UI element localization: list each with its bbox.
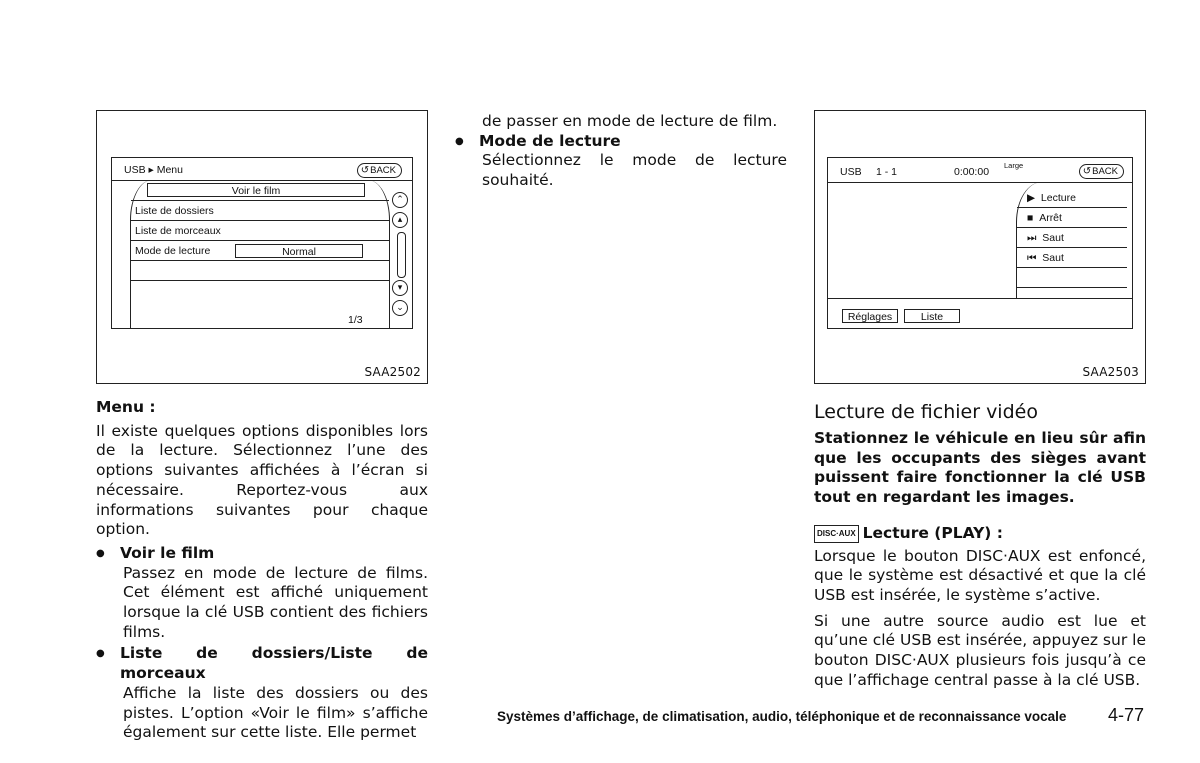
usb-menu-screen xyxy=(111,157,413,329)
play-heading: DISC·AUX Lecture (PLAY) : xyxy=(814,524,1146,544)
source-label: USB xyxy=(840,166,862,178)
page-up-icon[interactable]: ⌃ xyxy=(392,192,408,208)
figure-code: SAA2502 xyxy=(364,365,421,379)
menu-row-liste-morceaux[interactable]: Liste de morceaux xyxy=(131,221,389,241)
usb-playback-screen xyxy=(827,157,1133,329)
play-icon: ▶ xyxy=(1027,192,1036,204)
scroll-down-icon[interactable]: ▾ xyxy=(392,280,408,296)
scrollbar[interactable] xyxy=(397,232,406,278)
skip-forward-icon: ⏭ xyxy=(1027,232,1037,244)
menu-row-empty-1 xyxy=(131,261,389,281)
disc-aux-button-icon: DISC·AUX xyxy=(814,525,859,543)
section-heading: Lecture de fichier vidéo xyxy=(814,401,1038,423)
menu-row-empty-2 xyxy=(131,281,389,301)
liste-button[interactable]: Liste xyxy=(904,309,960,323)
menu-heading: Menu : xyxy=(96,398,156,416)
back-button[interactable]: ↺BACK xyxy=(357,163,402,178)
figure-code: SAA2503 xyxy=(1082,365,1139,379)
back-button[interactable]: ↺BACK xyxy=(1079,164,1124,179)
menu-row-voir-le-film[interactable] xyxy=(131,181,389,201)
stop-icon: ■ xyxy=(1027,212,1034,224)
bullet-mode-lecture: ● Mode de lecture xyxy=(455,132,787,152)
back-arrow-icon: ↺ xyxy=(360,165,370,176)
left-column xyxy=(96,398,428,743)
control-play[interactable]: ▶ Lecture xyxy=(1017,188,1127,208)
menu-row-liste-dossiers[interactable]: Liste de dossiers xyxy=(131,201,389,221)
back-arrow-icon: ↺ xyxy=(1082,166,1092,177)
time-display: 0:00:00 xyxy=(954,166,990,178)
page-down-icon[interactable]: ⌄ xyxy=(392,300,408,316)
play-para-2: Si une autre source audio est lue et qu’une clé USB est insérée, appuyez sur le bouton DISC·AUX plusieurs fois jusqu’à ce que l’affichage central passe à la clé USB. xyxy=(814,611,1146,689)
scroll-up-icon[interactable]: ▴ xyxy=(392,212,408,228)
footer-section-title: Systèmes d’affichage, de climatisation, audio, téléphonique et de reconnaissance vocale xyxy=(497,709,1067,724)
menu-list xyxy=(130,180,390,328)
control-stop[interactable]: ■ Arrêt xyxy=(1017,208,1127,228)
middle-column xyxy=(455,112,787,191)
bullet-liste-dossiers: ● Liste de dossiers/Liste de morceaux xyxy=(96,644,428,683)
control-skip-back[interactable]: ⏮ Saut xyxy=(1017,248,1127,268)
breadcrumb: USB ▸ Menu xyxy=(124,164,183,176)
voir-le-film-text: Passez en mode de lecture de films. Cet élément est affiché uniquement lorsque la clé USB contient des fichiers films. xyxy=(123,563,428,641)
bottom-divider xyxy=(828,298,1132,299)
page-number: 4-77 xyxy=(1108,705,1145,725)
reglages-button[interactable]: Réglages xyxy=(842,309,898,323)
bullet-voir-le-film: ● Voir le film xyxy=(96,544,428,564)
mode-value-box[interactable]: Normal xyxy=(235,244,363,258)
control-empty xyxy=(1017,268,1127,288)
mode-lecture-text: Sélectionnez le mode de lecture souhaité. xyxy=(482,151,787,190)
warning-text: Stationnez le véhicule en lieu sûr afin que les occupants des sièges avant puissent faire fonctionner la clé USB tout en regardant les images. xyxy=(814,429,1146,507)
figure-usb-playback xyxy=(814,110,1146,384)
menu-intro: Il existe quelques options disponibles lors de la lecture. Sélectionnez l’une des options suivantes affichées à l’écran si nécessaire. Reportez-vous aux informations suivantes pour chaque option. xyxy=(96,421,428,539)
continued-text: de passer en mode de lecture de film. xyxy=(482,112,778,130)
page-indicator: 1/3 xyxy=(348,314,363,326)
liste-dossiers-text: Affiche la liste des dossiers ou des pistes. L’option «Voir le film» s’affiche également sur cette liste. Elle permet xyxy=(123,683,428,742)
right-column xyxy=(814,400,1146,690)
figure-usb-menu xyxy=(96,110,428,384)
control-skip-forward[interactable]: ⏭ Saut xyxy=(1017,228,1127,248)
skip-back-icon: ⏮ xyxy=(1027,252,1037,264)
voir-le-film-button[interactable]: Voir le film xyxy=(147,183,365,197)
track-number: 1 - 1 xyxy=(876,166,898,178)
control-list xyxy=(1016,182,1127,298)
aspect-label: Large xyxy=(1004,161,1024,170)
menu-row-mode-lecture[interactable]: Mode de lecture Normal xyxy=(131,241,389,261)
play-para-1: Lorsque le bouton DISC·AUX est enfoncé, que le système est désactivé et que la clé USB est insérée, le système s’active. xyxy=(814,546,1146,604)
